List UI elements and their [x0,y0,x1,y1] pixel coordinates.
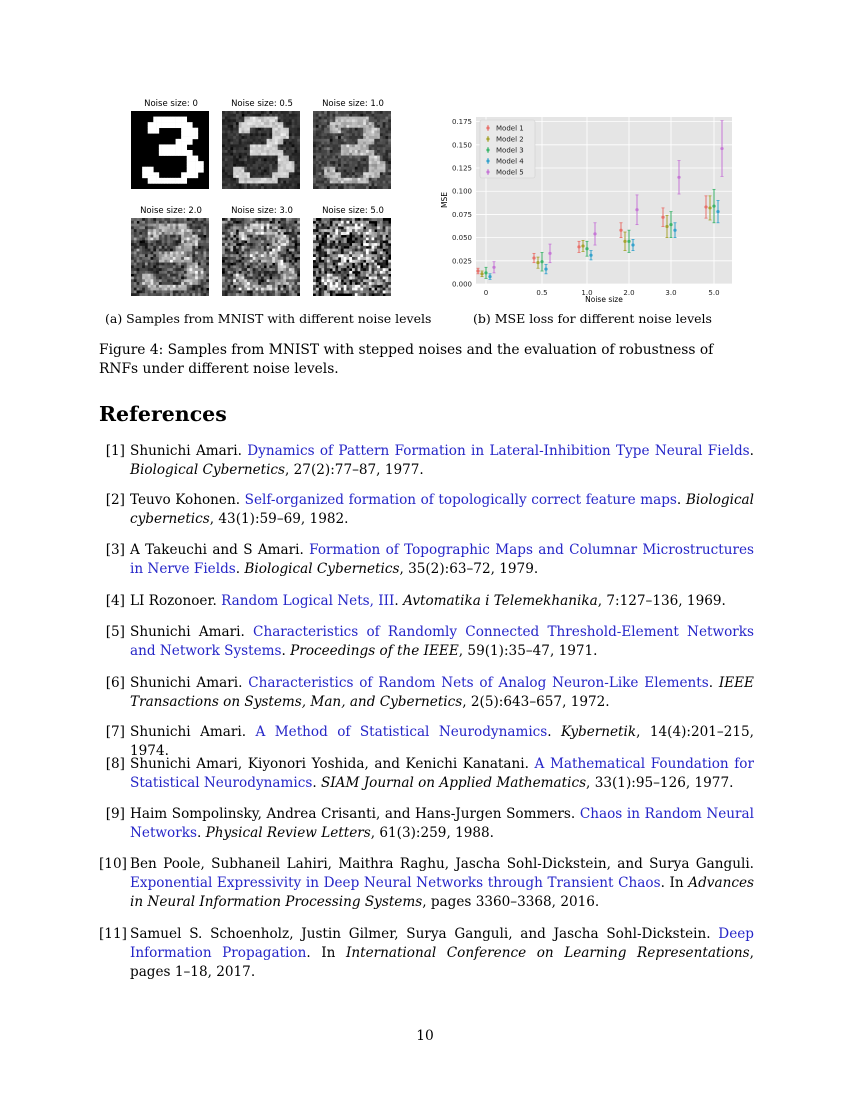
reference-authors: Teuvo Kohonen. [130,492,241,508]
y-tick-label: 0.075 [451,210,472,219]
reference-number: [8] [105,756,125,772]
reference-details: , 43(1):59–69, 1982. [209,511,349,527]
reference-separator: . [281,643,286,659]
y-tick-label: 0.025 [451,257,472,266]
legend-marker [486,126,489,129]
reference-details: , 2(5):643–657, 1972. [462,694,610,710]
reference-title-link[interactable]: Self-organized formation of topologically correct feature maps [244,492,677,508]
reference-separator: . [547,724,552,740]
data-point [677,176,680,179]
reference-venue: Advances in Neural Information Processing Systems [130,875,754,910]
reference-venue: Avtomatika i Telemekhanika [403,593,598,609]
y-tick-label: 0.175 [451,118,472,127]
data-point [544,268,547,271]
x-tick-label: 2.0 [623,289,635,297]
reference-item [99,541,754,579]
reference-details: , 7:127–136, 1969. [597,593,726,609]
x-tick-label: 5.0 [708,289,720,297]
reference-authors: Shunichi Amari. [130,443,242,459]
reference-separator: . [312,775,317,791]
reference-authors: Ben Poole, Subhaneil Lahiri, Maithra Raghu, Jascha Sohl-Dickstein, and Surya Ganguli. [130,856,754,872]
data-point [492,266,495,269]
sample-title-3: Noise size: 2.0 [140,206,202,216]
reference-number: [5] [105,624,125,640]
reference-separator: . [394,593,399,609]
data-point [673,229,676,232]
reference-details: , 14(4):201–215, 1974. [130,724,754,759]
mnist-sample-image [222,111,300,189]
reference-venue: Proceedings of the IEEE [290,643,459,659]
data-point [708,206,711,209]
mnist-sample-image [313,111,391,189]
reference-venue: Kybernetik [561,724,637,740]
reference-separator: . [676,492,682,508]
legend-label: Model 1 [496,124,524,133]
mse-chart [436,112,740,308]
mnist-sample-image [313,218,391,296]
reference-separator: . [749,443,754,459]
reference-authors: Shunichi Amari. [130,724,247,740]
data-point [585,247,588,250]
mnist-sample-image [222,218,300,296]
reference-number: [11] [99,926,127,942]
data-point [476,269,479,272]
x-axis-label: Noise size [585,295,623,304]
data-point [623,240,626,243]
legend-label: Model 5 [496,168,524,177]
data-point [488,275,491,278]
data-point [627,240,630,243]
chart-legend [480,120,535,178]
reference-item [99,674,754,712]
reference-title-link[interactable]: Exponential Expressivity in Deep Neural Networks through Transient Chaos [130,875,661,891]
data-point [536,261,539,264]
legend-label: Model 3 [496,146,524,155]
reference-title-link[interactable]: A Mathematical Foundation for Statistical Neurodynamics [130,756,754,791]
reference-authors: LI Rozonoer. [130,593,217,609]
references-heading: References [99,402,227,426]
reference-item [99,592,754,611]
reference-title-link[interactable]: Characteristics of Random Nets of Analog Neuron-Like Elements [248,675,709,691]
reference-details: , 27(2):77–87, 1977. [285,462,424,478]
data-point [631,243,634,246]
reference-details: , pages 1–18, 2017. [130,945,754,980]
reference-number: [4] [105,593,125,609]
data-point [540,260,543,263]
reference-item [99,805,754,843]
reference-venue: Physical Review Letters [205,825,371,841]
sample-title-2: Noise size: 1.0 [322,99,384,109]
figure-caption: Figure 4: Samples from MNIST with stepped noises and the evaluation of robustness of RNFs under different noise levels. [99,342,714,377]
y-tick-label: 0.000 [451,280,472,289]
data-point [716,210,719,213]
reference-separator: . [196,825,202,841]
legend-label: Model 2 [496,135,524,144]
y-tick-label: 0.150 [451,141,472,150]
reference-title-link[interactable]: Characteristics of Randomly Connected Threshold-Element Networks and Network Systems [130,624,754,659]
subfigure-b-caption: (b) MSE loss for different noise levels [473,311,712,326]
data-point [661,216,664,219]
data-point [548,252,551,255]
reference-venue: Biological cybernetics [130,492,755,527]
reference-separator: . [235,561,241,577]
reference-title-link[interactable]: Chaos in Random Neural Networks [130,806,754,841]
data-point [480,272,483,275]
reference-authors: Shunichi Amari, Kiyonori Yoshida, and Kenichi Kanatani. [130,756,529,772]
data-point [581,244,584,247]
x-tick-label: 0.5 [536,289,548,297]
reference-number: [2] [105,492,125,508]
data-point [669,223,672,226]
reference-number: [6] [105,675,125,691]
legend-marker [486,148,489,151]
mnist-sample-image [131,218,209,296]
data-point [720,147,723,150]
sample-title-5: Noise size: 5.0 [322,206,384,216]
reference-item [99,925,754,982]
data-point [619,229,622,232]
reference-item [99,755,754,793]
reference-item [99,442,754,480]
reference-venue: IEEE Transactions on Systems, Man, and Cybernetics [130,675,754,710]
sample-title-0: Noise size: 0 [144,99,198,109]
reference-details: , 35(2):63–72, 1979. [399,561,539,577]
subfigure-a-caption: (a) Samples from MNIST with different noise levels [105,311,432,326]
y-tick-label: 0.125 [451,164,472,173]
reference-venue: Biological Cybernetics [130,462,286,478]
reference-number: [10] [99,856,127,872]
data-point [635,208,638,211]
reference-title-link[interactable]: Dynamics of Pattern Formation in Lateral-Inhibition Type Neural Fields [247,443,750,459]
reference-item [99,491,754,529]
data-point [532,256,535,259]
reference-item [99,623,754,661]
reference-separator: . In [660,875,684,891]
reference-authors: A Takeuchi and S Amari. [130,542,304,558]
reference-item [99,855,754,912]
reference-details: , 61(3):259, 1988. [370,825,494,841]
legend-marker [486,137,489,140]
reference-number: [3] [105,542,125,558]
data-point [484,271,487,274]
legend-marker [486,170,489,173]
reference-details: , 33(1):95–126, 1977. [586,775,734,791]
y-tick-label: 0.100 [451,187,472,196]
data-point [712,204,715,207]
reference-authors: Shunichi Amari. [130,624,245,640]
page-number: 10 [416,1028,434,1044]
y-tick-label: 0.050 [451,234,472,243]
reference-venue: SIAM Journal on Applied Mathematics [320,775,587,791]
data-point [665,225,668,228]
data-point [704,205,707,208]
x-tick-label: 3.0 [665,289,677,297]
legend-marker [486,159,489,162]
reference-separator: . In [306,945,336,961]
y-axis-ticks [452,118,472,288]
reference-title-link[interactable]: Deep Information Propagation [130,926,754,961]
x-tick-label: 1.0 [581,289,593,297]
sample-title-4: Noise size: 3.0 [231,206,293,216]
reference-venue: International Conference on Learning Representations [345,945,750,961]
reference-number: [9] [105,806,125,822]
reference-number: [7] [105,724,125,740]
reference-authors: Shunichi Amari. [130,675,243,691]
reference-title-link[interactable]: Formation of Topographic Maps and Columnar Microstructures in Nerve Fields [130,542,754,577]
reference-separator: . [708,675,714,691]
data-point [589,254,592,257]
reference-number: [1] [105,443,125,459]
mnist-sample-image [131,111,209,189]
legend-label: Model 4 [496,157,524,166]
reference-details: , 59(1):35–47, 1971. [458,643,598,659]
x-tick-label: 0 [483,289,489,297]
sample-title-1: Noise size: 0.5 [231,99,293,109]
reference-title-link[interactable]: Random Logical Nets, III [221,593,395,609]
data-point [593,232,596,235]
reference-authors: Haim Sompolinsky, Andrea Crisanti, and Hans-Jurgen Sommers. [130,806,576,822]
reference-title-link[interactable]: A Method of Statistical Neurodynamics [255,724,548,740]
reference-venue: Biological Cybernetics [244,561,400,577]
reference-details: , pages 3360–3368, 2016. [422,894,600,910]
reference-authors: Samuel S. Schoenholz, Justin Gilmer, Surya Ganguli, and Jascha Sohl-Dickstein. [130,926,711,942]
data-point [577,245,580,248]
y-axis-label: MSE [440,192,449,208]
